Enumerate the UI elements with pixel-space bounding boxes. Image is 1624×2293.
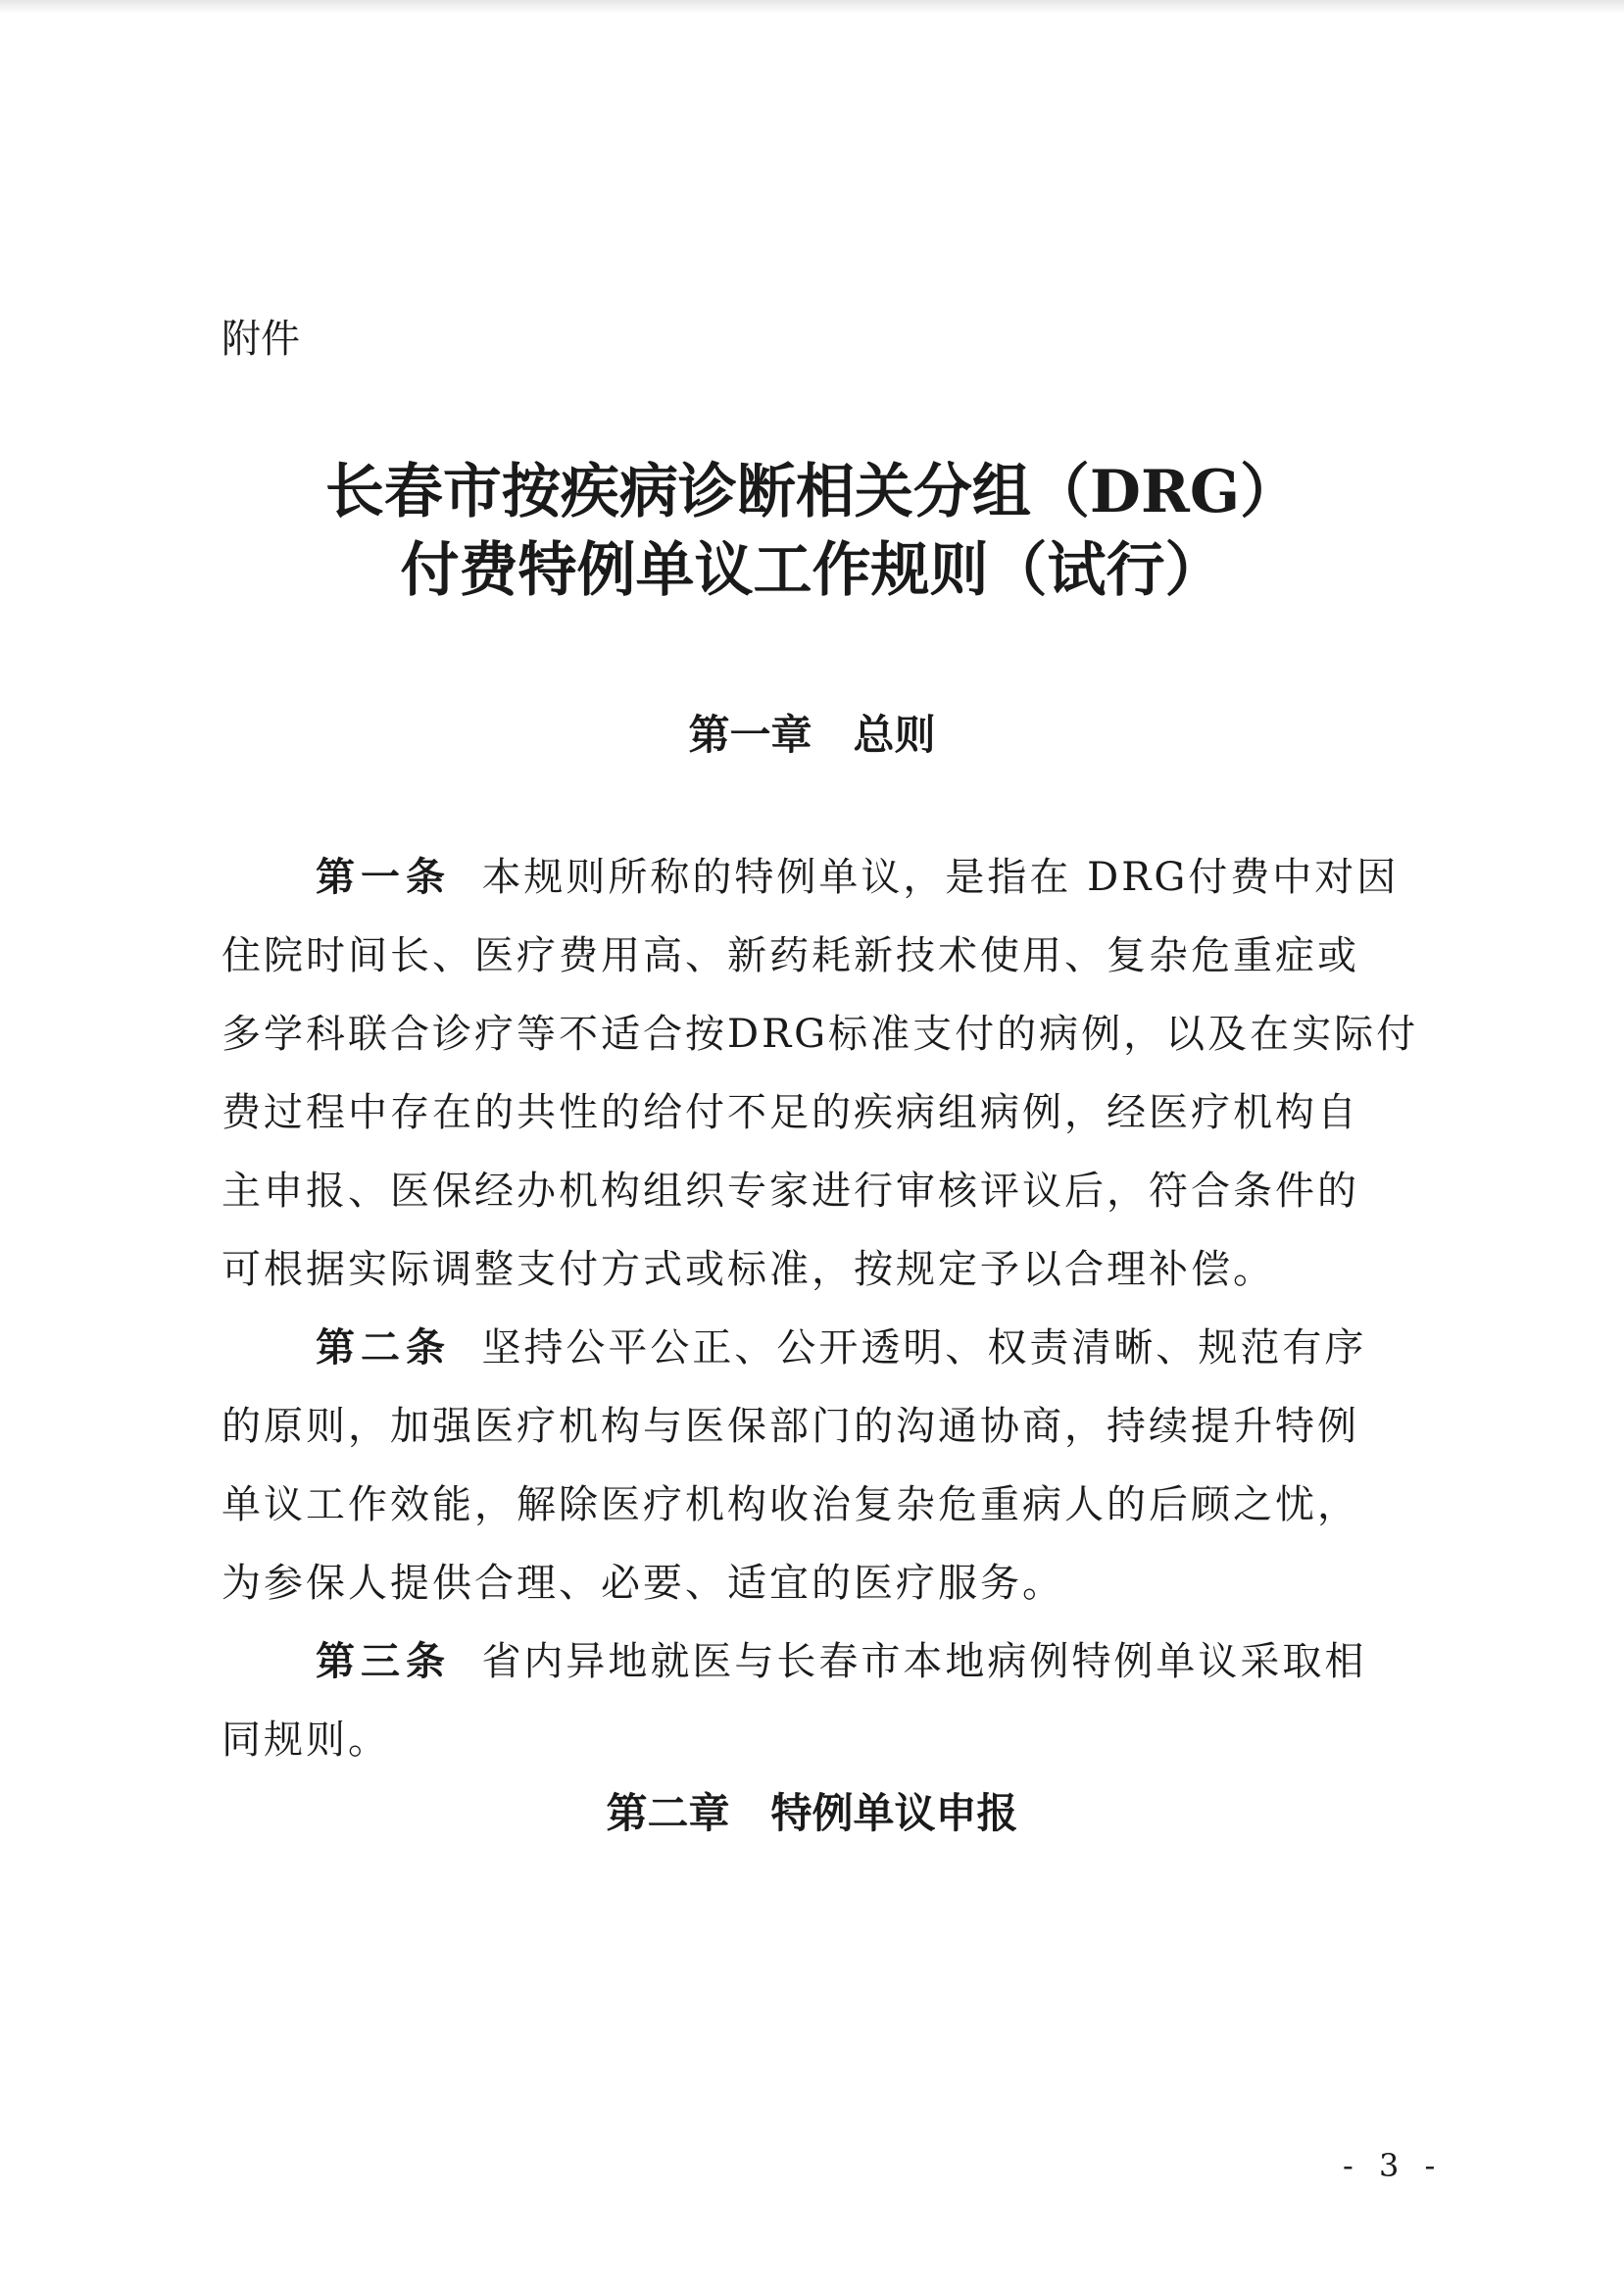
scan-edge	[0, 0, 1624, 14]
article-2-line-3: 单议工作效能，解除医疗机构收治复杂危重病人的后顾之忧，	[221, 1482, 1359, 1527]
article-2-line-1	[221, 1309, 1429, 1387]
article-1-line-1	[221, 838, 1429, 917]
article-3-label: 第三条	[316, 1639, 451, 1684]
article-2	[221, 1309, 1429, 1622]
article-1	[221, 838, 1429, 1309]
article-3-text-1: 省内异地就医与长春市本地病例特例单议采取相	[481, 1639, 1367, 1684]
article-2-text-1: 坚持公平公正、公开透明、权责清晰、规范有序	[481, 1325, 1367, 1371]
chapter-1-heading: 第一章 总则	[688, 711, 936, 759]
article-1-line-5: 主申报、医保经办机构组织专家进行审核评议后，符合条件的	[221, 1169, 1359, 1214]
article-2-label: 第二条	[316, 1325, 451, 1371]
article-2-line-4: 为参保人提供合理、必要、适宜的医疗服务。	[221, 1561, 1064, 1606]
article-1-line-2: 住院时间长、医疗费用高、新药耗新技术使用、复杂危重症或	[221, 933, 1359, 978]
page-number: - 3 -	[1343, 2147, 1444, 2184]
article-2-line-2: 的原则，加强医疗机构与医保部门的沟通协商，持续提升特例	[221, 1404, 1359, 1449]
article-3-line-1	[221, 1622, 1429, 1701]
document-title	[0, 453, 1624, 610]
article-1-line-6: 可根据实际调整支付方式或标准，按规定予以合理补偿。	[221, 1247, 1275, 1292]
article-3-line-2: 同规则。	[221, 1718, 390, 1763]
chapter-2-heading: 第二章 特例单议申报	[606, 1789, 1018, 1837]
title-line-2: 付费特例单议工作规则（试行）	[400, 536, 1224, 605]
article-1-line-4: 费过程中存在的共性的给付不足的疾病组病例，经医疗机构自	[221, 1090, 1359, 1135]
article-1-line-3: 多学科联合诊疗等不适合按DRG标准支付的病例，以及在实际付	[221, 1012, 1419, 1057]
article-1-text-1: 本规则所称的特例单议，是指在 DRG付费中对因	[481, 855, 1400, 900]
article-3	[221, 1622, 1429, 1779]
attachment-label: 附件	[221, 317, 300, 362]
article-1-label: 第一条	[316, 855, 451, 900]
title-line-1: 长春市按疾病诊断相关分组（DRG）	[324, 458, 1300, 526]
